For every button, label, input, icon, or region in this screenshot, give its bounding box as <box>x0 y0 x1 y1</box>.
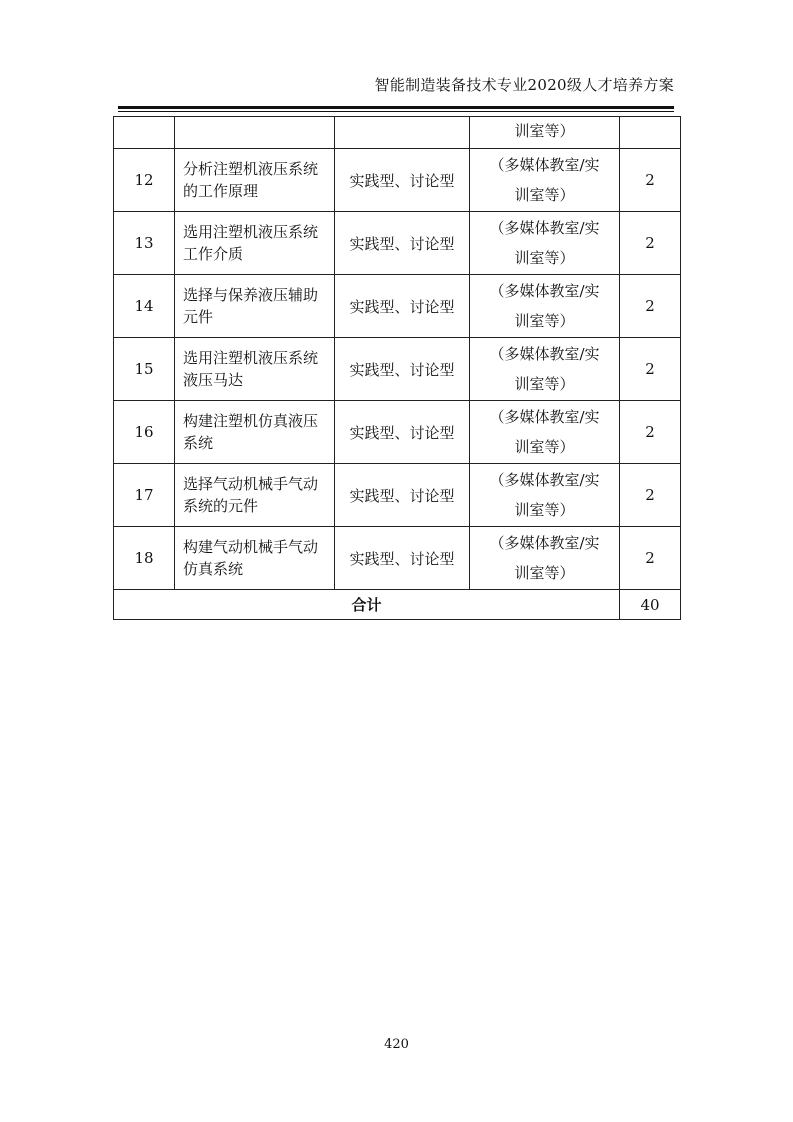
place-line-1: （多媒体教室/实 <box>489 345 600 363</box>
place-line-1: （多媒体教室/实 <box>489 156 600 174</box>
cell-method: 实践型、讨论型 <box>335 275 470 338</box>
place-line-1: （多媒体教室/实 <box>489 219 600 237</box>
place-line-2: 训室等） <box>514 438 575 456</box>
cell-method: 实践型、讨论型 <box>335 212 470 275</box>
cell-method: 实践型、讨论型 <box>335 338 470 401</box>
place-line-1: （多媒体教室/实 <box>489 408 600 426</box>
cell-hours: 2 <box>620 149 681 212</box>
cell-place <box>470 464 620 527</box>
cell-hours: 2 <box>620 275 681 338</box>
place-line-1: （多媒体教室/实 <box>489 282 600 300</box>
cell-no: 15 <box>114 338 175 401</box>
place-line-2: 训室等） <box>514 375 575 393</box>
cell-no: 13 <box>114 212 175 275</box>
cell-content: 构建注塑机仿真液压系统 <box>175 401 335 464</box>
page-number: 420 <box>384 1037 409 1052</box>
course-schedule-table <box>113 116 681 620</box>
cell-place <box>470 338 620 401</box>
cell-place <box>470 149 620 212</box>
cell-hours: 2 <box>620 527 681 590</box>
cell-no: 12 <box>114 149 175 212</box>
place-line-1: （多媒体教室/实 <box>489 471 600 489</box>
cell-content: 选择气动机械手气动系统的元件 <box>175 464 335 527</box>
cell-no <box>114 117 175 149</box>
cell-content <box>175 117 335 149</box>
cell-method: 实践型、讨论型 <box>335 527 470 590</box>
total-label: 合计 <box>114 590 620 620</box>
cell-hours: 2 <box>620 464 681 527</box>
cell-content: 选用注塑机液压系统液压马达 <box>175 338 335 401</box>
cell-method: 实践型、讨论型 <box>335 464 470 527</box>
place-line-2: 训室等） <box>514 186 575 204</box>
table-row <box>114 338 681 401</box>
cell-method <box>335 117 470 149</box>
cell-method: 实践型、讨论型 <box>335 149 470 212</box>
cell-method: 实践型、讨论型 <box>335 401 470 464</box>
cell-hours: 2 <box>620 212 681 275</box>
table-row <box>114 527 681 590</box>
cell-content: 选择与保养液压辅助元件 <box>175 275 335 338</box>
place-line-2: 训室等） <box>514 501 575 519</box>
table-row-continuation <box>114 117 681 149</box>
table-row <box>114 149 681 212</box>
cell-no: 18 <box>114 527 175 590</box>
cell-hours <box>620 117 681 149</box>
place-line-2: 训室等） <box>514 312 575 330</box>
page-header-title: 智能制造装备技术专业2020级人才培养方案 <box>374 76 674 94</box>
table-row <box>114 212 681 275</box>
place-line-2: 训室等） <box>514 249 575 267</box>
total-hours: 40 <box>620 590 681 620</box>
cell-place <box>470 527 620 590</box>
cell-place <box>470 401 620 464</box>
place-line-2: 训室等） <box>514 564 575 582</box>
cell-no: 16 <box>114 401 175 464</box>
header-rule-thin <box>118 111 674 112</box>
cell-hours: 2 <box>620 338 681 401</box>
table-row <box>114 464 681 527</box>
cell-place: 训室等） <box>470 117 620 149</box>
cell-content: 构建气动机械手气动仿真系统 <box>175 527 335 590</box>
place-line-1: （多媒体教室/实 <box>489 534 600 552</box>
header-rule-thick <box>118 106 674 109</box>
cell-no: 14 <box>114 275 175 338</box>
cell-hours: 2 <box>620 401 681 464</box>
cell-content: 分析注塑机液压系统的工作原理 <box>175 149 335 212</box>
cell-place <box>470 212 620 275</box>
cell-no: 17 <box>114 464 175 527</box>
cell-content: 选用注塑机液压系统工作介质 <box>175 212 335 275</box>
table-row <box>114 275 681 338</box>
cell-place <box>470 275 620 338</box>
table-row-total <box>114 590 681 620</box>
table-row <box>114 401 681 464</box>
